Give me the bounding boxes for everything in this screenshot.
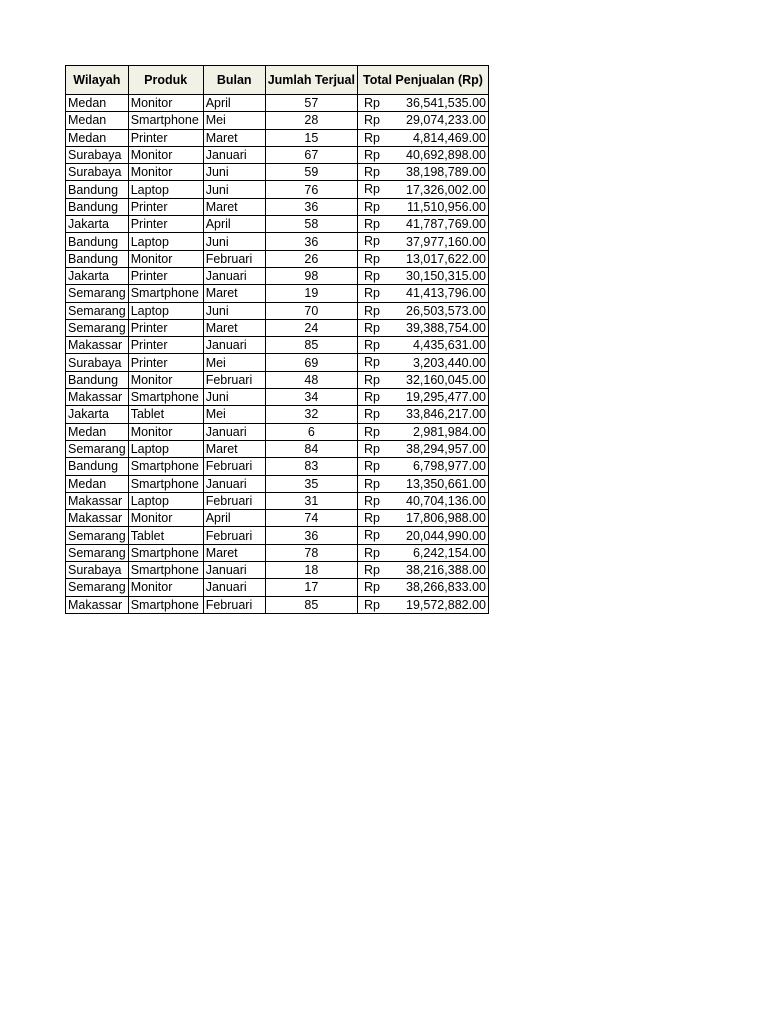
cell-wilayah[interactable]: Makassar (66, 492, 129, 509)
cell-jumlah-terjual[interactable]: 67 (265, 146, 357, 163)
table-row (66, 562, 489, 579)
total-value: 37,977,160.00 (406, 234, 486, 249)
cell-wilayah[interactable]: Surabaya (66, 562, 129, 579)
currency-label: Rp (363, 268, 380, 283)
cell-produk[interactable]: Smartphone (128, 112, 203, 129)
cell-produk[interactable]: Monitor (128, 95, 203, 112)
cell-produk[interactable]: Laptop (128, 302, 203, 319)
cell-bulan[interactable]: Januari (203, 146, 265, 163)
cell-jumlah-terjual[interactable]: 19 (265, 285, 357, 302)
cell-total-penjualan[interactable] (357, 181, 488, 198)
cell-produk[interactable]: Monitor (128, 250, 203, 267)
table-row (66, 250, 489, 267)
cell-wilayah[interactable]: Makassar (66, 596, 129, 613)
total-value: 6,242,154.00 (412, 545, 486, 560)
cell-wilayah[interactable]: Bandung (66, 198, 129, 215)
currency-label: Rp (363, 372, 380, 387)
currency-label: Rp (363, 580, 380, 595)
table-row (66, 302, 489, 319)
cell-total-penjualan[interactable] (357, 440, 488, 457)
cell-total-penjualan[interactable] (357, 596, 488, 613)
cell-jumlah-terjual[interactable]: 78 (265, 544, 357, 561)
table-row (66, 95, 489, 112)
total-value: 29,074,233.00 (406, 113, 486, 128)
cell-bulan[interactable]: Maret (203, 440, 265, 457)
cell-total-penjualan[interactable] (357, 354, 488, 371)
table-row (66, 285, 489, 302)
total-value: 17,806,988.00 (406, 511, 486, 526)
table-row (66, 267, 489, 284)
cell-produk[interactable]: Tablet (128, 406, 203, 423)
cell-bulan[interactable]: Mei (203, 112, 265, 129)
cell-bulan[interactable]: April (203, 95, 265, 112)
cell-wilayah[interactable]: Medan (66, 112, 129, 129)
cell-wilayah[interactable]: Makassar (66, 510, 129, 527)
total-value: 26,503,573.00 (406, 303, 486, 318)
total-value: 38,266,833.00 (406, 580, 486, 595)
table-row (66, 164, 489, 181)
cell-jumlah-terjual[interactable]: 83 (265, 458, 357, 475)
cell-bulan[interactable]: Mei (203, 354, 265, 371)
total-value: 39,388,754.00 (406, 321, 486, 335)
total-value: 19,572,882.00 (406, 597, 486, 612)
cell-total-penjualan[interactable] (357, 475, 488, 492)
cell-jumlah-terjual[interactable]: 31 (265, 492, 357, 509)
cell-total-penjualan[interactable] (357, 233, 488, 250)
cell-jumlah-terjual[interactable]: 28 (265, 112, 357, 129)
table-row (66, 440, 489, 457)
cell-bulan[interactable]: Mei (203, 406, 265, 423)
total-value: 4,814,469.00 (412, 130, 486, 145)
table-row (66, 527, 489, 544)
table-row (66, 146, 489, 163)
cell-jumlah-terjual[interactable]: 84 (265, 440, 357, 457)
currency-label: Rp (363, 493, 380, 508)
cell-total-penjualan[interactable] (357, 250, 488, 267)
cell-bulan[interactable]: Februari (203, 458, 265, 475)
currency-label: Rp (363, 459, 380, 474)
cell-jumlah-terjual[interactable]: 57 (265, 95, 357, 112)
cell-bulan[interactable]: Maret (203, 198, 265, 215)
cell-total-penjualan[interactable] (357, 337, 488, 354)
total-value: 6,798,977.00 (412, 459, 486, 474)
cell-jumlah-terjual[interactable]: 58 (265, 216, 357, 233)
currency-label: Rp (363, 545, 380, 560)
header-bulan[interactable]: Bulan (203, 66, 265, 95)
currency-label: Rp (363, 251, 380, 266)
cell-wilayah[interactable]: Semarang (66, 527, 129, 544)
cell-total-penjualan[interactable] (357, 492, 488, 509)
cell-jumlah-terjual[interactable]: 69 (265, 354, 357, 371)
cell-produk[interactable]: Smartphone (128, 596, 203, 613)
currency-label: Rp (363, 355, 380, 370)
cell-produk[interactable]: Monitor (128, 164, 203, 181)
table-row (66, 475, 489, 492)
cell-bulan[interactable]: Februari (203, 492, 265, 509)
table-row (66, 181, 489, 198)
total-value: 38,216,388.00 (406, 563, 486, 578)
cell-produk[interactable]: Laptop (128, 492, 203, 509)
cell-bulan[interactable]: Januari (203, 423, 265, 440)
cell-produk[interactable]: Monitor (128, 423, 203, 440)
cell-bulan[interactable]: Maret (203, 285, 265, 302)
cell-jumlah-terjual[interactable]: 36 (265, 198, 357, 215)
total-value: 17,326,002.00 (406, 182, 486, 197)
cell-produk[interactable]: Monitor (128, 146, 203, 163)
sales-table (65, 65, 489, 614)
cell-total-penjualan[interactable] (357, 579, 488, 596)
cell-jumlah-terjual[interactable]: 85 (265, 596, 357, 613)
cell-wilayah[interactable]: Medan (66, 129, 129, 146)
cell-total-penjualan[interactable] (357, 562, 488, 579)
table-row (66, 112, 489, 129)
cell-produk[interactable]: Tablet (128, 527, 203, 544)
total-value: 38,294,957.00 (406, 442, 486, 457)
cell-bulan[interactable]: April (203, 216, 265, 233)
header-row (66, 66, 489, 95)
cell-jumlah-terjual[interactable]: 17 (265, 579, 357, 596)
cell-produk[interactable]: Printer (128, 354, 203, 371)
currency-label: Rp (363, 147, 380, 162)
currency-label: Rp (363, 96, 380, 110)
total-value: 4,435,631.00 (412, 338, 486, 353)
currency-label: Rp (363, 597, 380, 612)
currency-label: Rp (363, 563, 380, 578)
currency-label: Rp (363, 511, 380, 526)
cell-wilayah[interactable]: Medan (66, 95, 129, 112)
cell-total-penjualan[interactable] (357, 164, 488, 181)
cell-bulan[interactable]: Februari (203, 596, 265, 613)
cell-bulan[interactable]: Januari (203, 337, 265, 354)
currency-label: Rp (363, 390, 380, 405)
currency-label: Rp (363, 165, 380, 180)
cell-wilayah[interactable]: Bandung (66, 371, 129, 388)
cell-wilayah[interactable]: Semarang (66, 579, 129, 596)
cell-wilayah[interactable]: Semarang (66, 544, 129, 561)
currency-label: Rp (363, 407, 380, 422)
cell-produk[interactable]: Smartphone (128, 285, 203, 302)
cell-produk[interactable]: Printer (128, 267, 203, 284)
total-value: 36,541,535.00 (406, 96, 486, 111)
header-produk[interactable]: Produk (128, 66, 203, 95)
cell-wilayah[interactable]: Bandung (66, 181, 129, 198)
cell-wilayah[interactable]: Semarang (66, 302, 129, 319)
cell-jumlah-terjual[interactable]: 48 (265, 371, 357, 388)
cell-produk[interactable]: Laptop (128, 233, 203, 250)
cell-total-penjualan[interactable] (357, 458, 488, 475)
total-value: 40,704,136.00 (406, 493, 486, 508)
cell-produk[interactable]: Laptop (128, 181, 203, 198)
header-wilayah[interactable]: Wilayah (66, 66, 129, 95)
currency-label: Rp (363, 441, 380, 456)
currency-label: Rp (363, 320, 380, 335)
cell-total-penjualan[interactable] (357, 510, 488, 527)
cell-total-penjualan[interactable] (357, 129, 488, 146)
cell-produk[interactable]: Monitor (128, 579, 203, 596)
cell-total-penjualan[interactable] (357, 198, 488, 215)
cell-wilayah[interactable]: Surabaya (66, 146, 129, 163)
table-row (66, 406, 489, 423)
cell-jumlah-terjual[interactable]: 76 (265, 181, 357, 198)
cell-wilayah[interactable]: Bandung (66, 458, 129, 475)
table-row (66, 423, 489, 440)
cell-jumlah-terjual[interactable]: 98 (265, 267, 357, 284)
cell-total-penjualan[interactable] (357, 146, 488, 163)
currency-label: Rp (363, 182, 380, 197)
table-row (66, 458, 489, 475)
total-value: 20,044,990.00 (406, 528, 486, 543)
table-row (66, 389, 489, 406)
currency-label: Rp (363, 113, 380, 128)
table-row (66, 596, 489, 613)
cell-wilayah[interactable]: Semarang (66, 285, 129, 302)
cell-total-penjualan[interactable] (357, 371, 488, 388)
header-jumlah-terjual[interactable]: Jumlah Terjual (265, 66, 357, 95)
cell-bulan[interactable]: April (203, 510, 265, 527)
cell-total-penjualan[interactable] (357, 527, 488, 544)
currency-label: Rp (363, 476, 380, 491)
cell-total-penjualan[interactable] (357, 406, 488, 423)
cell-produk[interactable]: Printer (128, 198, 203, 215)
total-value: 13,350,661.00 (406, 476, 486, 491)
table-row (66, 544, 489, 561)
cell-jumlah-terjual[interactable]: 32 (265, 406, 357, 423)
table-row (66, 354, 489, 371)
cell-total-penjualan[interactable] (357, 285, 488, 302)
currency-label: Rp (363, 424, 380, 439)
cell-jumlah-terjual[interactable]: 18 (265, 562, 357, 579)
cell-produk[interactable]: Smartphone (128, 544, 203, 561)
cell-produk[interactable]: Smartphone (128, 458, 203, 475)
cell-bulan[interactable]: Januari (203, 562, 265, 579)
currency-label: Rp (363, 199, 380, 214)
total-value: 30,150,315.00 (406, 269, 486, 284)
total-value: 41,413,796.00 (406, 286, 486, 301)
cell-produk[interactable]: Monitor (128, 510, 203, 527)
cell-jumlah-terjual[interactable]: 26 (265, 250, 357, 267)
total-value: 2,981,984.00 (412, 424, 486, 439)
cell-produk[interactable]: Smartphone (128, 389, 203, 406)
cell-wilayah[interactable]: Bandung (66, 250, 129, 267)
table-header (66, 66, 489, 95)
cell-bulan[interactable]: Januari (203, 579, 265, 596)
total-value: 33,846,217.00 (406, 407, 486, 422)
cell-total-penjualan[interactable] (357, 267, 488, 284)
cell-wilayah[interactable]: Jakarta (66, 267, 129, 284)
currency-label: Rp (363, 234, 380, 249)
cell-jumlah-terjual[interactable]: 34 (265, 389, 357, 406)
cell-jumlah-terjual[interactable]: 6 (265, 423, 357, 440)
table-body (66, 95, 489, 614)
cell-total-penjualan[interactable] (357, 544, 488, 561)
cell-bulan[interactable]: Maret (203, 544, 265, 561)
cell-total-penjualan[interactable] (357, 389, 488, 406)
currency-label: Rp (363, 130, 380, 145)
cell-wilayah[interactable]: Makassar (66, 389, 129, 406)
cell-bulan[interactable]: Juni (203, 389, 265, 406)
header-total-penjualan[interactable]: Total Penjualan (Rp) (357, 66, 488, 95)
cell-jumlah-terjual[interactable]: 36 (265, 233, 357, 250)
cell-wilayah[interactable]: Surabaya (66, 164, 129, 181)
cell-produk[interactable]: Printer (128, 319, 203, 336)
cell-jumlah-terjual[interactable]: 36 (265, 527, 357, 544)
cell-total-penjualan[interactable] (357, 112, 488, 129)
table-row (66, 129, 489, 146)
cell-wilayah[interactable]: Jakarta (66, 406, 129, 423)
total-value: 41,787,769.00 (406, 217, 486, 232)
cell-wilayah[interactable]: Surabaya (66, 354, 129, 371)
cell-bulan[interactable]: Juni (203, 233, 265, 250)
cell-wilayah[interactable]: Makassar (66, 337, 129, 354)
cell-total-penjualan[interactable] (357, 319, 488, 336)
cell-wilayah[interactable]: Medan (66, 423, 129, 440)
cell-jumlah-terjual[interactable]: 15 (265, 129, 357, 146)
table-row (66, 510, 489, 527)
cell-bulan[interactable]: Maret (203, 319, 265, 336)
table-row (66, 579, 489, 596)
cell-produk[interactable]: Laptop (128, 440, 203, 457)
cell-bulan[interactable]: Juni (203, 181, 265, 198)
cell-jumlah-terjual[interactable]: 85 (265, 337, 357, 354)
cell-bulan[interactable]: Februari (203, 250, 265, 267)
cell-wilayah[interactable]: Jakarta (66, 216, 129, 233)
cell-wilayah[interactable]: Semarang (66, 440, 129, 457)
cell-total-penjualan[interactable] (357, 302, 488, 319)
table-row (66, 319, 489, 336)
cell-total-penjualan[interactable] (357, 423, 488, 440)
total-value: 19,295,477.00 (406, 390, 486, 405)
currency-label: Rp (363, 338, 380, 353)
cell-jumlah-terjual[interactable]: 24 (265, 319, 357, 336)
table-row (66, 198, 489, 215)
cell-wilayah[interactable]: Medan (66, 475, 129, 492)
cell-jumlah-terjual[interactable]: 35 (265, 475, 357, 492)
table-row (66, 233, 489, 250)
cell-wilayah[interactable]: Semarang (66, 319, 129, 336)
cell-bulan[interactable]: Januari (203, 475, 265, 492)
currency-label: Rp (363, 303, 380, 318)
cell-bulan[interactable]: Juni (203, 302, 265, 319)
total-value: 40,692,898.00 (406, 148, 486, 163)
cell-produk[interactable]: Smartphone (128, 562, 203, 579)
currency-label: Rp (363, 217, 380, 232)
table-row (66, 492, 489, 509)
cell-produk[interactable]: Smartphone (128, 475, 203, 492)
cell-produk[interactable]: Printer (128, 129, 203, 146)
currency-label: Rp (363, 528, 380, 543)
table-row (66, 337, 489, 354)
cell-bulan[interactable]: Januari (203, 267, 265, 284)
total-value: 3,203,440.00 (412, 355, 486, 370)
cell-jumlah-terjual[interactable]: 59 (265, 164, 357, 181)
cell-bulan[interactable]: Maret (203, 129, 265, 146)
cell-total-penjualan[interactable] (357, 216, 488, 233)
total-value: 11,510,956.00 (406, 199, 486, 214)
cell-wilayah[interactable]: Bandung (66, 233, 129, 250)
cell-produk[interactable]: Printer (128, 337, 203, 354)
total-value: 38,198,789.00 (406, 165, 486, 180)
total-value: 13,017,622.00 (406, 251, 486, 266)
cell-produk[interactable]: Monitor (128, 371, 203, 388)
currency-label: Rp (363, 286, 380, 301)
cell-produk[interactable]: Printer (128, 216, 203, 233)
cell-bulan[interactable]: Februari (203, 527, 265, 544)
cell-total-penjualan[interactable] (357, 95, 488, 112)
total-value: 32,160,045.00 (406, 372, 486, 387)
cell-jumlah-terjual[interactable]: 70 (265, 302, 357, 319)
table-row (66, 216, 489, 233)
cell-bulan[interactable]: Juni (203, 164, 265, 181)
table-row (66, 371, 489, 388)
cell-bulan[interactable]: Februari (203, 371, 265, 388)
cell-jumlah-terjual[interactable]: 74 (265, 510, 357, 527)
